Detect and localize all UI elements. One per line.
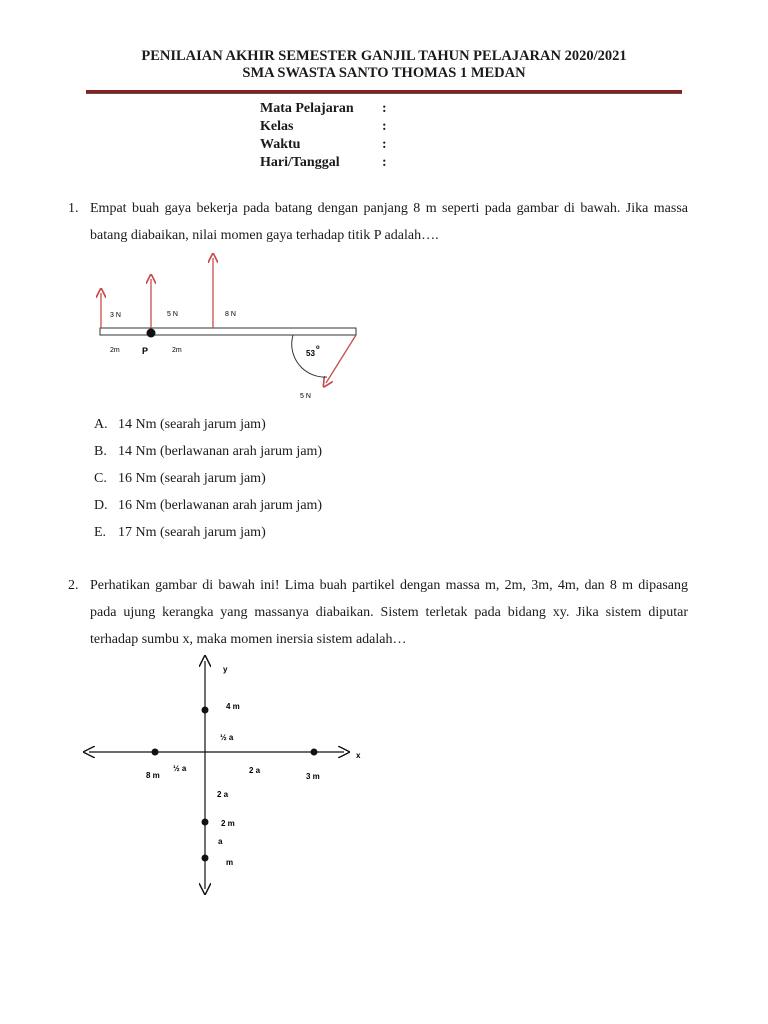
info-row-subject xyxy=(260,100,402,118)
option-letter: B. xyxy=(94,444,107,459)
option-a[interactable] xyxy=(94,411,322,438)
label-half-a-left: ½ a xyxy=(173,764,187,773)
label-2m: 2 m xyxy=(221,819,235,828)
label-8n: 8 N xyxy=(225,311,236,318)
info-label: Hari/Tanggal xyxy=(260,155,340,170)
question-number: 2. xyxy=(68,578,79,593)
school-name: SMA SWASTA SANTO THOMAS 1 MEDAN xyxy=(242,65,526,81)
option-c[interactable] xyxy=(94,465,322,492)
info-row-time xyxy=(260,136,402,154)
options-q1 xyxy=(94,411,322,546)
info-colon: : xyxy=(382,155,387,170)
particle-2m xyxy=(202,819,209,826)
label-half-a-top: ½ a xyxy=(220,733,234,742)
option-text: 14 Nm (searah jarum jam) xyxy=(118,417,266,432)
particle-4m xyxy=(202,707,209,714)
option-d[interactable] xyxy=(94,492,322,519)
info-row-class xyxy=(260,118,402,136)
exam-info-block xyxy=(260,100,402,172)
label-5n: 5 N xyxy=(167,311,178,318)
question-1 xyxy=(68,195,688,249)
question-2 xyxy=(68,572,688,653)
option-letter: A. xyxy=(94,417,108,432)
label-2a-right: 2 a xyxy=(249,766,261,775)
question-text: Empat buah gaya bekerja pada batang dengan panjang 8 m seperti pada gambar di bawah. Jika massa batang diabaikan, nilai momen gaya terhadap titik P adalah…. xyxy=(90,201,688,243)
question-number: 1. xyxy=(68,201,79,216)
question-text: Perhatikan gambar di bawah ini! Lima buah partikel dengan massa m, 2m, 3m, 4m, dan 8 m dipasang pada ujung kerangka yang massanya diabaikan. Sistem terletak pada bidang xy. Jika sistem diputar terhadap sumbu x, maka momen inersia sistem adalah… xyxy=(90,578,688,647)
label-distance-left: 2m xyxy=(110,347,120,354)
info-row-date xyxy=(260,154,402,172)
beam xyxy=(100,328,356,335)
info-label: Waktu xyxy=(260,137,301,152)
label-degree: o xyxy=(316,345,320,351)
label-x: x xyxy=(356,751,361,760)
label-3m: 3 m xyxy=(306,772,320,781)
info-colon: : xyxy=(382,119,387,134)
header-divider xyxy=(86,90,682,94)
pivot-point-p xyxy=(147,329,156,338)
label-a: a xyxy=(218,837,223,846)
label-8m: 8 m xyxy=(146,771,160,780)
exam-header xyxy=(0,48,768,82)
torque-diagram xyxy=(90,250,380,410)
info-label: Mata Pelajaran xyxy=(260,101,354,116)
option-text: 17 Nm (searah jarum jam) xyxy=(118,525,266,540)
label-y: y xyxy=(223,665,228,674)
label-distance-right: 2m xyxy=(172,347,182,354)
option-letter: E. xyxy=(94,525,107,540)
option-e[interactable] xyxy=(94,519,322,546)
option-text: 16 Nm (searah jarum jam) xyxy=(118,471,266,486)
option-b[interactable] xyxy=(94,438,322,465)
exam-title: PENILAIAN AKHIR SEMESTER GANJIL TAHUN PELAJARAN 2020/2021 xyxy=(141,48,627,64)
label-m: m xyxy=(226,858,234,867)
info-colon: : xyxy=(382,137,387,152)
option-letter: D. xyxy=(94,498,108,513)
option-letter: C. xyxy=(94,471,107,486)
label-5n-angled: 5 N xyxy=(300,393,311,400)
label-4m: 4 m xyxy=(226,702,240,711)
label-angle: 53 xyxy=(306,349,315,358)
particle-3m xyxy=(311,749,318,756)
label-3n: 3 N xyxy=(110,312,121,319)
info-label: Kelas xyxy=(260,119,294,134)
particle-m xyxy=(202,855,209,862)
label-2a-down: 2 a xyxy=(217,790,229,799)
info-colon: : xyxy=(382,101,387,116)
inertia-diagram xyxy=(80,655,380,900)
label-point-p: P xyxy=(142,346,149,356)
force-arrow-5n-angled xyxy=(326,335,356,383)
particle-8m xyxy=(152,749,159,756)
option-text: 16 Nm (berlawanan arah jarum jam) xyxy=(118,498,323,513)
option-text: 14 Nm (berlawanan arah jarum jam) xyxy=(118,444,323,459)
